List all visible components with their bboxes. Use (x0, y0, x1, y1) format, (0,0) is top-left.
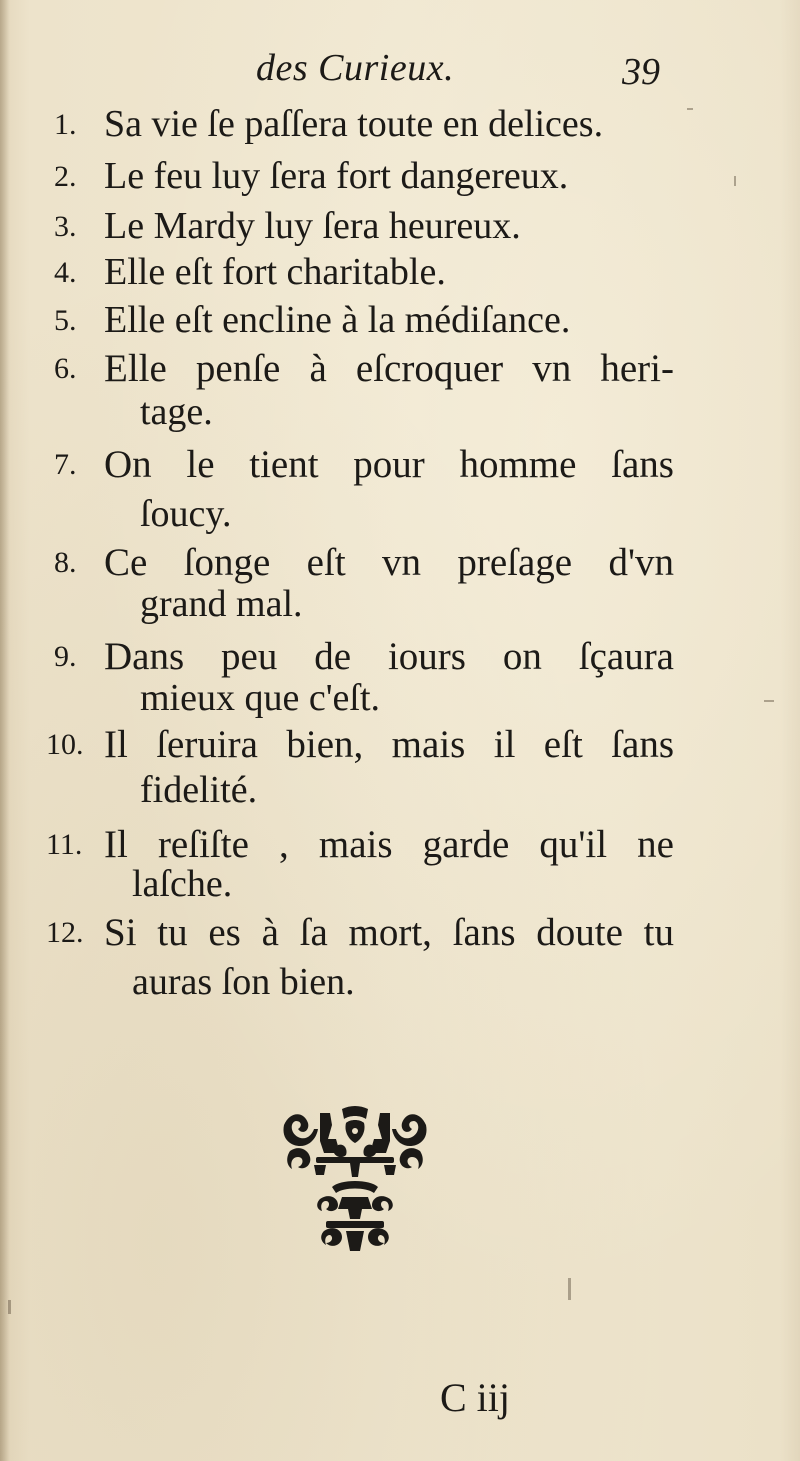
paper-speck (568, 1278, 571, 1300)
item-word: ſans (611, 723, 674, 766)
item-text: Elle eſt encline à la médiſance. (104, 299, 571, 341)
item-word: garde (422, 823, 510, 866)
item-number: 12. (46, 916, 84, 949)
item-text-continuation: mieux que c'eſt. (140, 677, 381, 719)
list-item (0, 722, 800, 767)
item-word: vn (382, 541, 421, 584)
list-item (0, 250, 800, 295)
item-text (104, 822, 674, 867)
item-word: , (279, 823, 289, 866)
item-word: Si (104, 911, 137, 954)
item-word: de (314, 635, 352, 678)
item-word: eſt (543, 723, 583, 766)
paper-speck (764, 700, 774, 702)
item-word: eſt (306, 541, 346, 584)
item-word: peu (221, 635, 278, 678)
item-text-continuation: fidelité. (140, 769, 258, 811)
item-number: 6. (54, 352, 77, 385)
item-word: tu (643, 911, 674, 954)
item-word: tient (249, 443, 319, 486)
list-item (0, 154, 800, 199)
item-word: preſage (457, 541, 573, 584)
paper-speck (8, 1300, 11, 1314)
item-number: 3. (54, 210, 77, 243)
item-word: mais (318, 823, 393, 866)
item-number: 5. (54, 304, 77, 337)
item-word: reſiſte (157, 823, 249, 866)
item-text-continuation: ſoucy. (140, 493, 232, 535)
item-word: On (104, 443, 152, 486)
item-word: mort, (348, 911, 432, 954)
item-text (104, 442, 674, 487)
item-word: ſeruira (156, 723, 258, 766)
list-item (0, 102, 800, 147)
list-item (0, 822, 800, 867)
item-word: ne (637, 823, 674, 866)
item-number: 2. (54, 160, 77, 193)
item-word: ſa (299, 911, 328, 954)
item-word: iours (387, 635, 466, 678)
item-word: Il (104, 723, 128, 766)
list-item (0, 346, 800, 391)
item-text (104, 910, 674, 955)
item-word: à (309, 347, 327, 390)
item-text (104, 634, 674, 679)
item-text: Sa vie ſe paſſera toute en delices. (104, 103, 604, 145)
item-number: 8. (54, 546, 77, 579)
item-number: 9. (54, 640, 77, 673)
item-text (104, 346, 674, 391)
item-word: à (261, 911, 279, 954)
item-number: 10. (46, 728, 84, 761)
item-word: penſe (195, 347, 281, 390)
paper-speck (734, 176, 736, 186)
item-number: 4. (54, 256, 77, 289)
item-word: il (493, 723, 516, 766)
item-word: ſçaura (578, 635, 674, 678)
item-text-continuation: grand mal. (140, 583, 303, 625)
item-text: Le Mardy luy ſera heureux. (104, 205, 521, 247)
running-head: des Curieux. (256, 47, 455, 89)
list-item (0, 204, 800, 249)
paper-speck (687, 108, 693, 110)
item-text: Elle eſt fort charitable. (104, 251, 446, 293)
item-word: bien, (286, 723, 364, 766)
item-word: le (186, 443, 215, 486)
item-word: d'vn (608, 541, 674, 584)
item-number: 7. (54, 448, 77, 481)
item-text-continuation: auras ſon bien. (132, 961, 355, 1003)
item-text (104, 722, 674, 767)
item-text-continuation: laſche. (132, 863, 233, 905)
list-item (0, 634, 800, 679)
item-word: homme (459, 443, 577, 486)
item-word: Dans (104, 635, 185, 678)
item-word: ſans (611, 443, 674, 486)
item-word: pour (353, 443, 425, 486)
list-item (0, 540, 800, 585)
list-item (0, 442, 800, 487)
item-word: eſcroquer (355, 347, 504, 390)
item-word: ſans (452, 911, 516, 954)
item-word: vn (532, 347, 572, 390)
item-word: heri- (600, 347, 674, 390)
item-word: Elle (104, 347, 167, 390)
item-word: doute (536, 911, 623, 954)
item-word: Il (104, 823, 128, 866)
item-word: mais (391, 723, 466, 766)
item-word: qu'il (539, 823, 608, 866)
signature-mark: C iij (440, 1375, 511, 1420)
item-word: ſonge (183, 541, 271, 584)
fleuron-ornament-icon (280, 1105, 430, 1255)
item-number: 1. (54, 108, 77, 141)
page-number: 39 (622, 51, 660, 93)
item-text-continuation: tage. (140, 391, 213, 433)
item-text (104, 540, 674, 585)
item-word: on (502, 635, 542, 678)
item-word: tu (157, 911, 188, 954)
item-text: Le feu luy ſera fort dangereux. (104, 155, 569, 197)
item-word: Ce (104, 541, 148, 584)
list-item (0, 910, 800, 955)
item-number: 11. (46, 828, 83, 861)
item-word: es (208, 911, 241, 954)
list-item (0, 298, 800, 343)
